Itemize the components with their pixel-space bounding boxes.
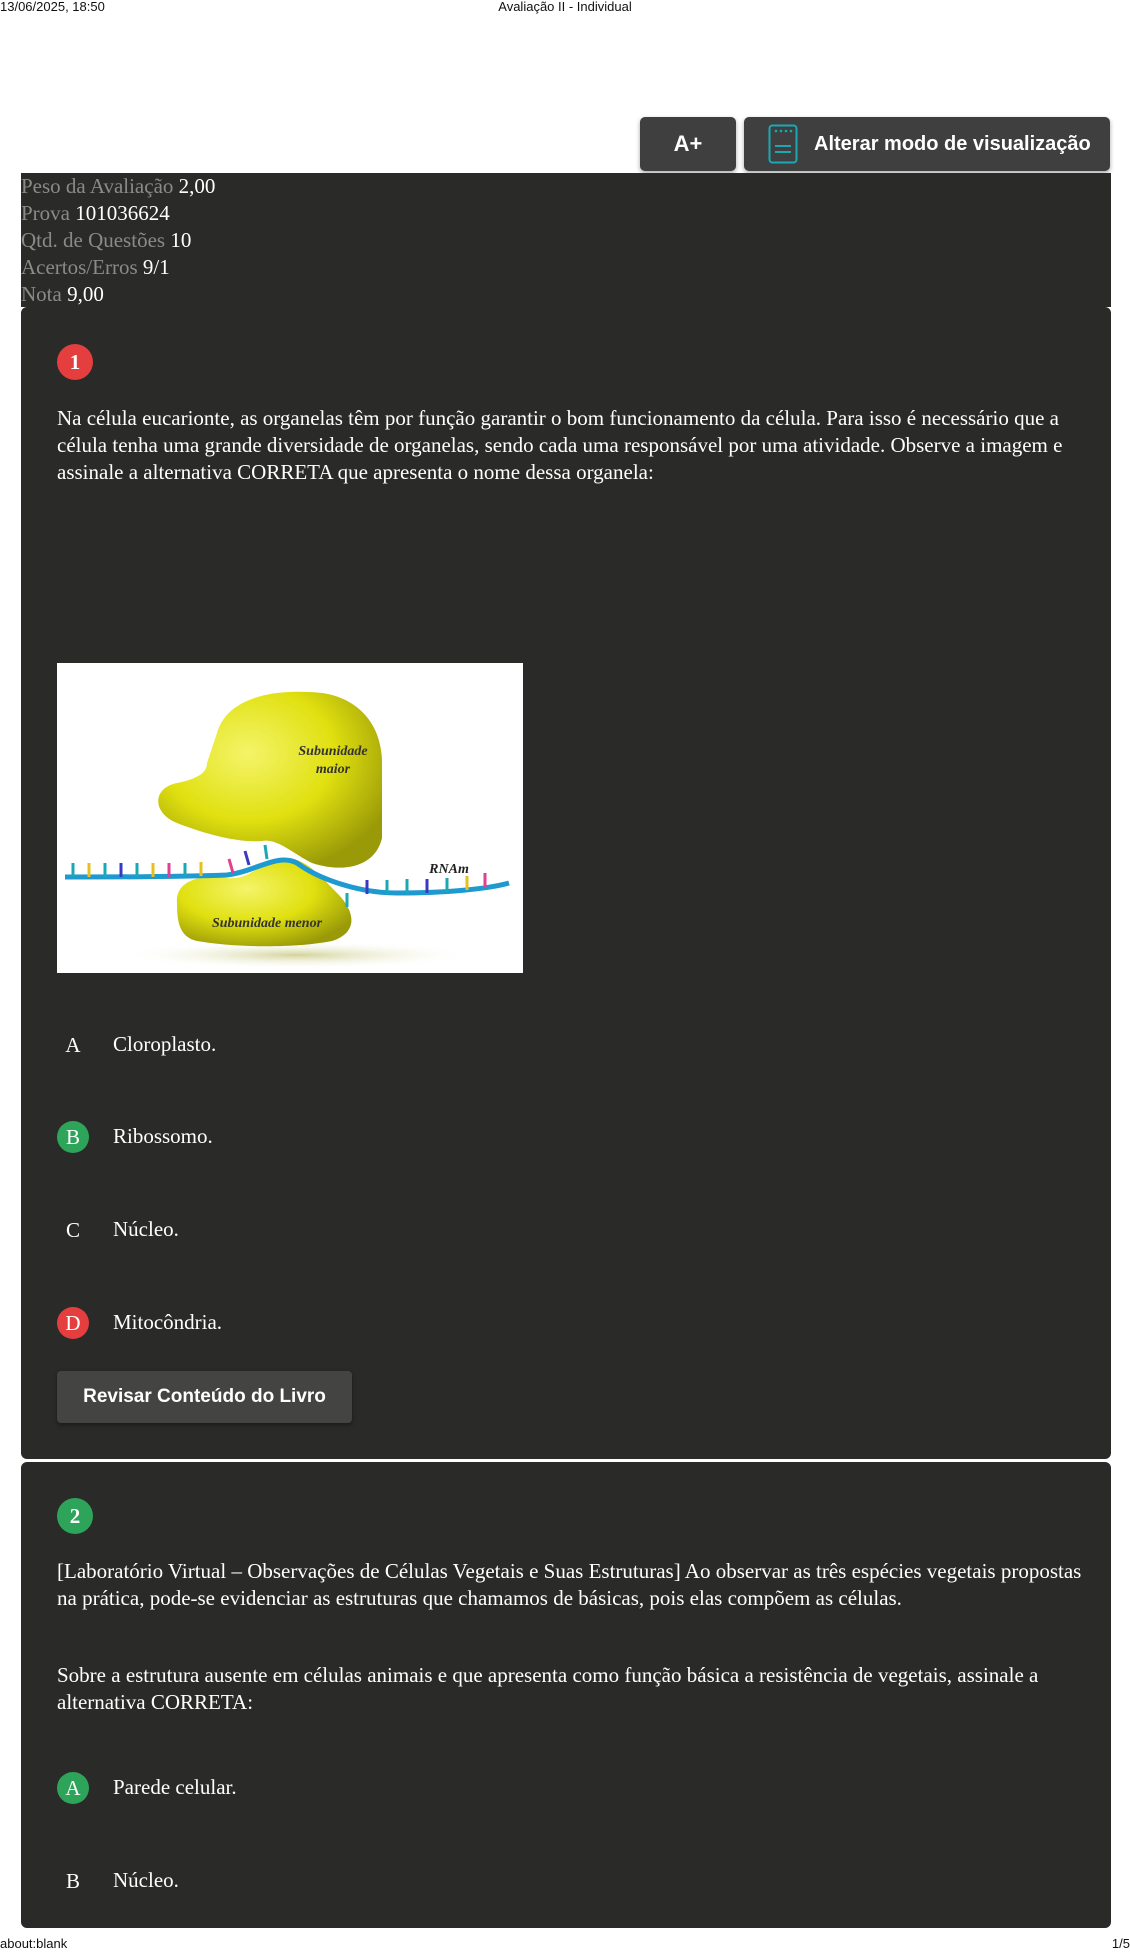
ribosome-figure [57, 663, 523, 973]
question-paragraph-2: Sobre a estrutura ausente em células animais e que apresenta como função básica a resistência de vegetais, assinale a alternativa CORRETA: [57, 1663, 1039, 1714]
info-weight: Peso da Avaliação 2,00 [21, 174, 216, 198]
print-page-number: 1/5 [1111, 1936, 1130, 1951]
alternative-c[interactable] [57, 1214, 957, 1250]
alternative-letter: A [65, 1032, 81, 1057]
print-footer [0, 1935, 1130, 1953]
alternative-text: Núcleo. [113, 1217, 179, 1241]
print-url: about:blank [0, 1936, 68, 1951]
review-book-button[interactable]: Revisar Conteúdo do Livro [57, 1371, 352, 1423]
info-exam: Prova 101036624 [21, 201, 170, 225]
alternative-letter: C [65, 1217, 80, 1242]
alternative-text: Núcleo. [113, 1868, 179, 1892]
figure-label-large-line1: Subunidade [298, 744, 368, 759]
figure-label-large-line2: maior [315, 762, 351, 777]
view-mode-label: Alterar modo de visualização [814, 132, 1091, 155]
print-header [0, 0, 1130, 18]
figure-label-small: Subunidade menor [211, 916, 323, 931]
alternative-letter: B [65, 1868, 80, 1893]
exam-info [21, 173, 1111, 307]
view-mode-button[interactable] [744, 117, 1110, 171]
question-number-badge: 2 [57, 1498, 93, 1534]
alternative-letter: B [57, 1121, 89, 1153]
question-paragraph-1: [Laboratório Virtual – Observações de Células Vegetais e Suas Estruturas] Ao observar as três espécies vegetais propostas na prática, pode-se evidenciar as estruturas que chamamos de básicas, pois elas compõem as células. [57, 1559, 1082, 1610]
alternative-text: Parede celular. [113, 1775, 237, 1799]
alternative-letter: A [57, 1772, 89, 1804]
alternative-b[interactable] [57, 1865, 957, 1901]
figure-label-rna: RNAm [429, 862, 469, 877]
print-title: Avaliação II - Individual [498, 0, 632, 14]
question-number-badge: 1 [57, 344, 93, 380]
alternative-letter: D [57, 1307, 89, 1339]
alternative-text: Cloroplasto. [113, 1032, 217, 1056]
alternative-text: Mitocôndria. [113, 1310, 223, 1334]
font-increase-button[interactable]: A+ [640, 117, 736, 171]
alternative-a[interactable] [57, 1029, 957, 1065]
alternative-text: Ribossomo. [113, 1124, 213, 1148]
info-grade: Nota 9,00 [21, 282, 104, 306]
print-datetime: 13/06/2025, 18:50 [0, 0, 105, 14]
document-icon [768, 124, 798, 164]
question-text: Na célula eucarionte, as organelas têm por função garantir o bom funcionamento da célula. Para isso é necessário que a célula tenha uma grande diversidade de organelas, sendo cada uma responsável por uma atividade. Observe a imagem e assinale a alternativa CORRETA que apresenta o nome dessa organela: [57, 406, 1063, 484]
question-card-1 [21, 307, 1111, 1459]
alternative-d[interactable] [57, 1307, 957, 1343]
alternative-a[interactable] [57, 1772, 957, 1808]
info-questions: Qtd. de Questões 10 [21, 228, 192, 252]
question-card-2 [21, 1462, 1111, 1928]
alternative-b[interactable] [57, 1121, 957, 1157]
info-score: Acertos/Erros 9/1 [21, 255, 170, 279]
